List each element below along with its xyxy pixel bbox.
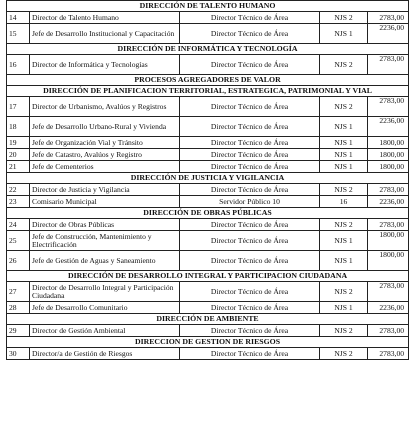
position-cell: Director de Informática y Tecnologías (30, 55, 180, 75)
section-title: DIRECCIÓN DE OBRAS PÚBLICAS (7, 208, 409, 219)
grade-cell: NJS 2 (320, 55, 368, 75)
table-row (7, 302, 409, 314)
salary-cell: 2236,00 (368, 24, 409, 44)
salary-cell: 1800,00 (368, 251, 409, 271)
grade-cell: NJS 2 (320, 12, 368, 24)
salary-cell: 2783,00 (368, 282, 409, 302)
table-row (7, 348, 409, 360)
section-title: DIRECCIÓN DE PLANIFICACION TERRITORIAL, ESTRATEGICA, PATRIMONIAL Y VIAL (7, 86, 409, 97)
role-cell: Director Técnico de Área (180, 302, 320, 314)
row-number-cell: 20 (7, 149, 30, 161)
role-cell: Director Técnico de Área (180, 12, 320, 24)
row-number-cell: 14 (7, 12, 30, 24)
section-title: DIRECCIÓN DE TALENTO HUMANO (7, 1, 409, 12)
role-cell: Director Técnico de Área (180, 97, 320, 117)
salary-cell: 2783,00 (368, 97, 409, 117)
grade-cell: NJS 2 (320, 219, 368, 231)
table-row (7, 97, 409, 117)
grade-cell: NJS 2 (320, 184, 368, 196)
row-number-cell: 22 (7, 184, 30, 196)
salary-cell: 2236,00 (368, 117, 409, 137)
row-number-cell: 26 (7, 251, 30, 271)
position-cell: Director/a de Gestión de Riesgos (30, 348, 180, 360)
grade-cell: NJS 1 (320, 117, 368, 137)
salary-cell: 2783,00 (368, 325, 409, 337)
salary-table (6, 0, 409, 360)
salary-cell: 2783,00 (368, 55, 409, 75)
position-cell: Director de Talento Humano (30, 12, 180, 24)
row-number-cell: 17 (7, 97, 30, 117)
section-title: DIRECCIÓN DE AMBIENTE (7, 314, 409, 325)
table-row (7, 24, 409, 44)
row-number-cell: 19 (7, 137, 30, 149)
salary-table-container (6, 0, 408, 360)
role-cell: Director Técnico de Área (180, 282, 320, 302)
row-number-cell: 25 (7, 231, 30, 251)
salary-cell: 1800,00 (368, 137, 409, 149)
row-number-cell: 18 (7, 117, 30, 137)
position-cell: Jefe de Desarrollo Urbano-Rural y Vivienda (30, 117, 180, 137)
grade-cell: NJS 2 (320, 325, 368, 337)
role-cell: Director Técnico de Área (180, 219, 320, 231)
salary-cell: 2783,00 (368, 219, 409, 231)
salary-cell: 2783,00 (368, 12, 409, 24)
section-title: DIRECCIÓN DE INFORMÁTICA Y TECNOLOGÍA (7, 44, 409, 55)
section-header-row (7, 173, 409, 184)
salary-table-body (7, 1, 409, 360)
row-number-cell: 29 (7, 325, 30, 337)
section-title: PROCESOS AGREGADORES DE VALOR (7, 75, 409, 86)
position-cell: Director de Desarrollo Integral y Participación Ciudadana (30, 282, 180, 302)
grade-cell: NJS 2 (320, 282, 368, 302)
table-row (7, 161, 409, 173)
position-cell: Jefe de Organización Vial y Tránsito (30, 137, 180, 149)
section-header-row (7, 271, 409, 282)
grade-cell: NJS 1 (320, 149, 368, 161)
table-row (7, 149, 409, 161)
position-cell: Jefe de Construcción, Mantenimiento y Electrificación (30, 231, 180, 251)
role-cell: Director Técnico de Área (180, 325, 320, 337)
role-cell: Director Técnico de Área (180, 149, 320, 161)
position-cell: Comisario Municipal (30, 196, 180, 208)
position-cell: Jefe de Desarrollo Institucional y Capacitación (30, 24, 180, 44)
role-cell: Director Técnico de Área (180, 348, 320, 360)
row-number-cell: 30 (7, 348, 30, 360)
role-cell: Director Técnico de Área (180, 184, 320, 196)
role-cell: Director Técnico de Área (180, 117, 320, 137)
role-cell: Director Técnico de Área (180, 24, 320, 44)
row-number-cell: 21 (7, 161, 30, 173)
section-header-row (7, 337, 409, 348)
grade-cell: NJS 2 (320, 348, 368, 360)
table-row (7, 251, 409, 271)
role-cell: Director Técnico de Área (180, 161, 320, 173)
salary-cell: 2783,00 (368, 184, 409, 196)
row-number-cell: 28 (7, 302, 30, 314)
row-number-cell: 15 (7, 24, 30, 44)
table-row (7, 184, 409, 196)
role-cell: Director Técnico de Área (180, 137, 320, 149)
salary-cell: 2236,00 (368, 196, 409, 208)
position-cell: Director de Gestión Ambiental (30, 325, 180, 337)
section-header-row (7, 44, 409, 55)
table-row (7, 117, 409, 137)
table-row (7, 219, 409, 231)
row-number-cell: 23 (7, 196, 30, 208)
position-cell: Jefe de Cementerios (30, 161, 180, 173)
salary-cell: 1800,00 (368, 149, 409, 161)
grade-cell: NJS 1 (320, 231, 368, 251)
position-cell: Director de Justicia y Vigilancia (30, 184, 180, 196)
section-title: DIRECCIÓN DE DESARROLLO INTEGRAL Y PARTICIPACION CIUDADANA (7, 271, 409, 282)
table-row (7, 231, 409, 251)
grade-cell: NJS 1 (320, 302, 368, 314)
grade-cell: 16 (320, 196, 368, 208)
section-header-row (7, 75, 409, 86)
table-row (7, 55, 409, 75)
section-header-row (7, 1, 409, 12)
position-cell: Director de Obras Públicas (30, 219, 180, 231)
table-row (7, 282, 409, 302)
role-cell: Director Técnico de Área (180, 231, 320, 251)
row-number-cell: 27 (7, 282, 30, 302)
table-row (7, 12, 409, 24)
table-row (7, 137, 409, 149)
section-header-row (7, 208, 409, 219)
row-number-cell: 16 (7, 55, 30, 75)
section-title: DIRECCION DE GESTION DE RIESGOS (7, 337, 409, 348)
grade-cell: NJS 2 (320, 97, 368, 117)
salary-cell: 2236,00 (368, 302, 409, 314)
role-cell: Servidor Público 10 (180, 196, 320, 208)
grade-cell: NJS 1 (320, 161, 368, 173)
salary-cell: 1800,00 (368, 231, 409, 251)
section-title: DIRECCIÓN DE JUSTICIA Y VIGILANCIA (7, 173, 409, 184)
row-number-cell: 24 (7, 219, 30, 231)
grade-cell: NJS 1 (320, 137, 368, 149)
position-cell: Director de Urbanismo, Avalúos y Registros (30, 97, 180, 117)
section-header-row (7, 86, 409, 97)
position-cell: Jefe de Desarrollo Comunitario (30, 302, 180, 314)
grade-cell: NJS 1 (320, 24, 368, 44)
salary-cell: 1800,00 (368, 161, 409, 173)
table-row (7, 196, 409, 208)
position-cell: Jefe de Gestión de Aguas y Saneamiento (30, 251, 180, 271)
position-cell: Jefe de Catastro, Avalúos y Registro (30, 149, 180, 161)
grade-cell: NJS 1 (320, 251, 368, 271)
role-cell: Director Técnico de Área (180, 55, 320, 75)
section-header-row (7, 314, 409, 325)
table-row (7, 325, 409, 337)
role-cell: Director Técnico de Área (180, 251, 320, 271)
salary-cell: 2783,00 (368, 348, 409, 360)
